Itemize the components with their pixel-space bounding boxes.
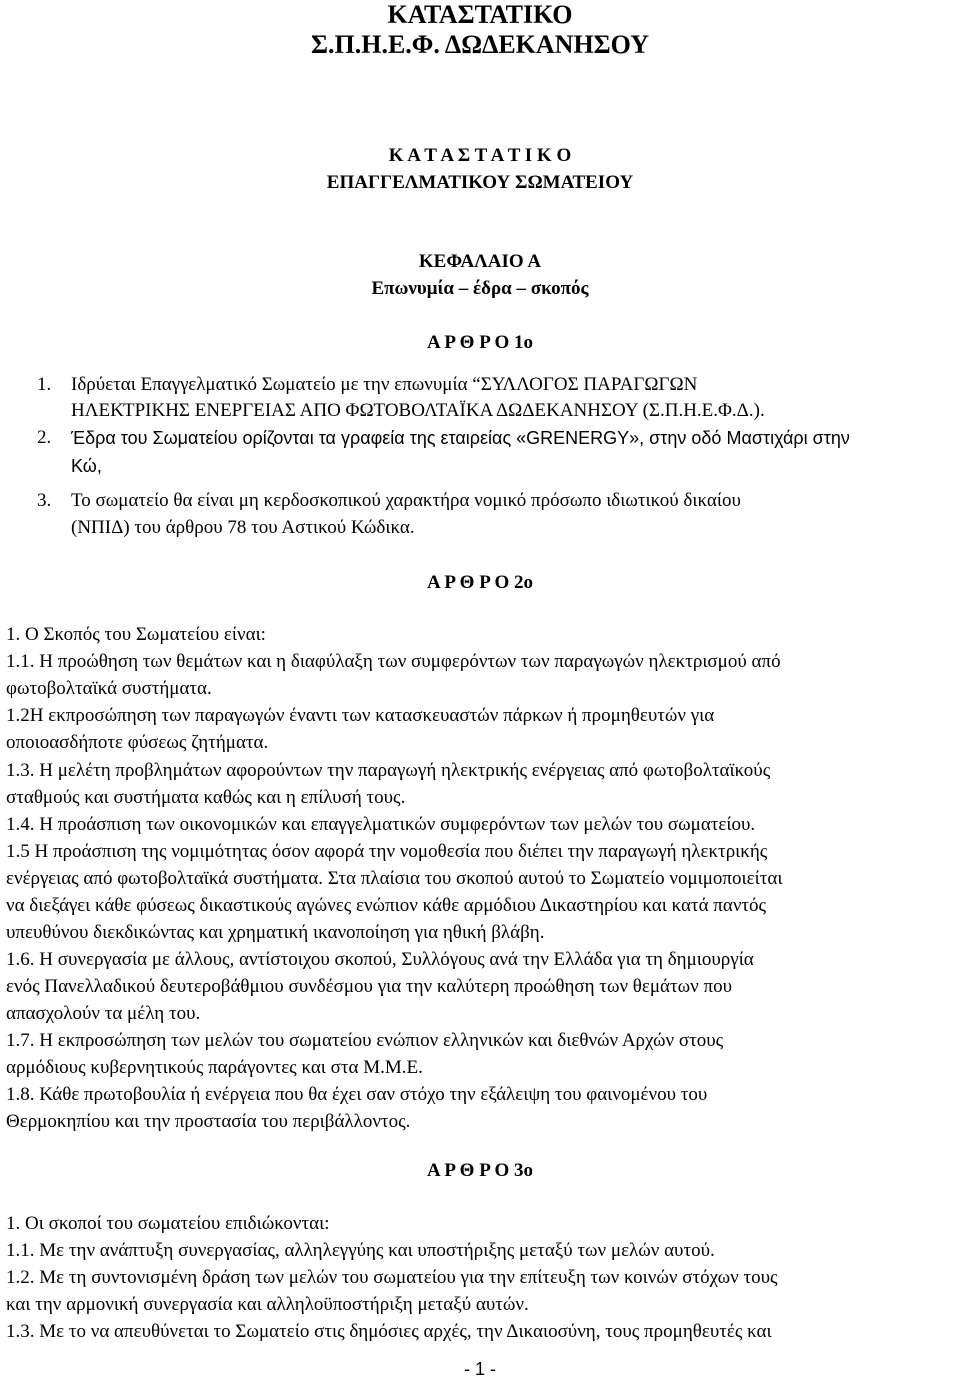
clause-3-line-2: (ΝΠΙΔ) του άρθρου 78 του Αστικού Κώδικα. — [71, 517, 415, 538]
article-3-line: 1.1. Με την ανάπτυξη συνεργασίας, αλληλεγγύης και υποστήριξης μεταξύ των μελών αυτού. — [6, 1240, 715, 1261]
article-3-heading: Α Ρ Θ Ρ Ο 3ο — [426, 1160, 534, 1181]
chapter-title: Επωνυμία – έδρα – σκοπός — [371, 278, 589, 299]
statute-heading: Κ Α Τ Α Σ Τ Α Τ Ι Κ Ο — [388, 145, 572, 166]
article-3-line: 1.3. Με το να απευθύνεται το Σωματείο στις δημόσιες αρχές, την Δικαιοσύνη, τους προμηθευτές και — [6, 1321, 772, 1342]
article-3-line: 1.2. Με τη συντονισμένη δράση των μελών του σωματείου για την επίτευξη των κοινών στόχων τους — [6, 1267, 778, 1288]
clause-2-line-2: Κώ, — [71, 456, 102, 476]
article-2-line: 1.3. Η μελέτη προβλημάτων αφορούντων την παραγωγή ηλεκτρικής ενέργειας από φωτοβολταϊκούς — [6, 760, 771, 781]
article-2-line: Θερμοκηπίου και την προστασία του περιβάλλοντος. — [6, 1111, 411, 1132]
article-2-line: 1.6. Η συνεργασία με άλλους, αντίστοιχου σκοπού, Συλλόγους ανά την Ελλάδα για τη δημιουργία — [6, 949, 754, 970]
article-3-line: 1. Οι σκοποί του σωματείου επιδιώκονται: — [6, 1213, 330, 1234]
clause-2-line-1: Έδρα του Σωματείου ορίζονται τα γραφεία της εταιρείας «GRENERGY», στην οδό Μαστιχάρι στην — [71, 428, 850, 448]
clause-1-line-1: Ιδρύεται Επαγγελματικό Σωματείο με την επωνυμία “ΣΥΛΛΟΓΟΣ ΠΑΡΑΓΩΓΩΝ — [71, 374, 698, 395]
article-2-line: 1.7. Η εκπροσώπηση των μελών του σωματείου ενώπιον ελληνικών και διεθνών Αρχών στους — [6, 1030, 724, 1051]
article-2-line: ενέργειας από φωτοβολταϊκά συστήματα. Στα πλαίσια του σκοπού αυτού το Σωματείο νομιμοποιείται — [6, 868, 783, 889]
document-title-organization: Σ.Π.Η.Ε.Φ. ΔΩΔΕΚΑΝΗΣΟΥ — [311, 30, 649, 59]
chapter-heading: ΚΕΦΑΛΑΙΟ Α — [418, 251, 542, 272]
clause-1-number: 1. — [37, 374, 52, 395]
article-2-line: αρμόδιους κυβερνητικούς παράγοντες και στα Μ.Μ.Ε. — [6, 1057, 423, 1078]
article-2-line: 1.5 Η προάσπιση της νομιμότητας όσον αφορά την νομοθεσία που διέπει την παραγωγή ηλεκτρικής — [6, 841, 768, 862]
article-2-line: οποιοασδήποτε φύσεως ζητήματα. — [6, 732, 269, 753]
page-number: - 1 - — [463, 1359, 496, 1379]
article-2-line: ενός Πανελλαδικού δευτεροβάθμιου συνδέσμου για την καλύτερη προώθηση των θεμάτων που — [6, 976, 732, 997]
article-2-line: φωτοβολταϊκά συστήματα. — [6, 678, 212, 699]
article-2-line: 1. Ο Σκοπός του Σωματείου είναι: — [6, 624, 266, 645]
clause-2-number: 2. — [37, 427, 52, 448]
article-2-line: να διεξάγει κάθε φύσεως δικαστικούς αγώνες ενώπιον κάθε αρμόδιου Δικαστηρίου και κατά παντός — [6, 895, 767, 916]
clause-3-number: 3. — [37, 490, 52, 511]
article-3-line: και την αρμονική συνεργασία και αλληλοϋποστήριξη μεταξύ αυτών. — [6, 1294, 529, 1315]
article-2-heading: Α Ρ Θ Ρ Ο 2ο — [426, 572, 534, 593]
article-2-line: 1.8. Κάθε πρωτοβουλία ή ενέργεια που θα έχει σαν στόχο την εξάλειψη του φαινομένου του — [6, 1084, 708, 1105]
article-2-line: σταθμούς και συστήματα καθώς και η επίλυσή τους. — [6, 787, 406, 808]
document-title: ΚΑΤΑΣΤΑΤΙΚΟ — [387, 0, 573, 29]
article-2-line: 1.4. Η προάσπιση των οικονομικών και επαγγελματικών συμφερόντων των μελών του σωματείου. — [6, 814, 756, 835]
article-2-line: απασχολούν τα μέλη του. — [6, 1003, 201, 1024]
article-2-line: υπευθύνου διεκδικώντας και χρηματική ικανοποίηση για ηθική βλάβη. — [6, 922, 545, 943]
article-1-heading: Α Ρ Θ Ρ Ο 1ο — [426, 332, 534, 353]
article-2-line: 1.1. Η προώθηση των θεμάτων και η διαφύλαξη των συμφερόντων των παραγωγών ηλεκτρισμού από — [6, 651, 781, 672]
clause-1-line-2: ΗΛΕΚΤΡΙΚΗΣ ΕΝΕΡΓΕΙΑΣ ΑΠΟ ΦΩΤΟΒΟΛΤΑΪΚΑ ΔΩΔΕΚΑΝΗΣΟΥ (Σ.Π.Η.Ε.Φ.Δ.). — [71, 400, 765, 421]
statute-subheading: ΕΠΑΓΓΕΛΜΑΤΙΚΟΥ ΣΩΜΑΤΕΙΟΥ — [326, 172, 634, 193]
article-2-line: 1.2Η εκπροσώπηση των παραγωγών έναντι των κατασκευαστών πάρκων ή προμηθευτών για — [6, 705, 715, 726]
clause-3-line-1: Το σωματείο θα είναι μη κερδοσκοπικού χαρακτήρα νομικό πρόσωπο ιδιωτικού δικαίου — [71, 490, 741, 511]
